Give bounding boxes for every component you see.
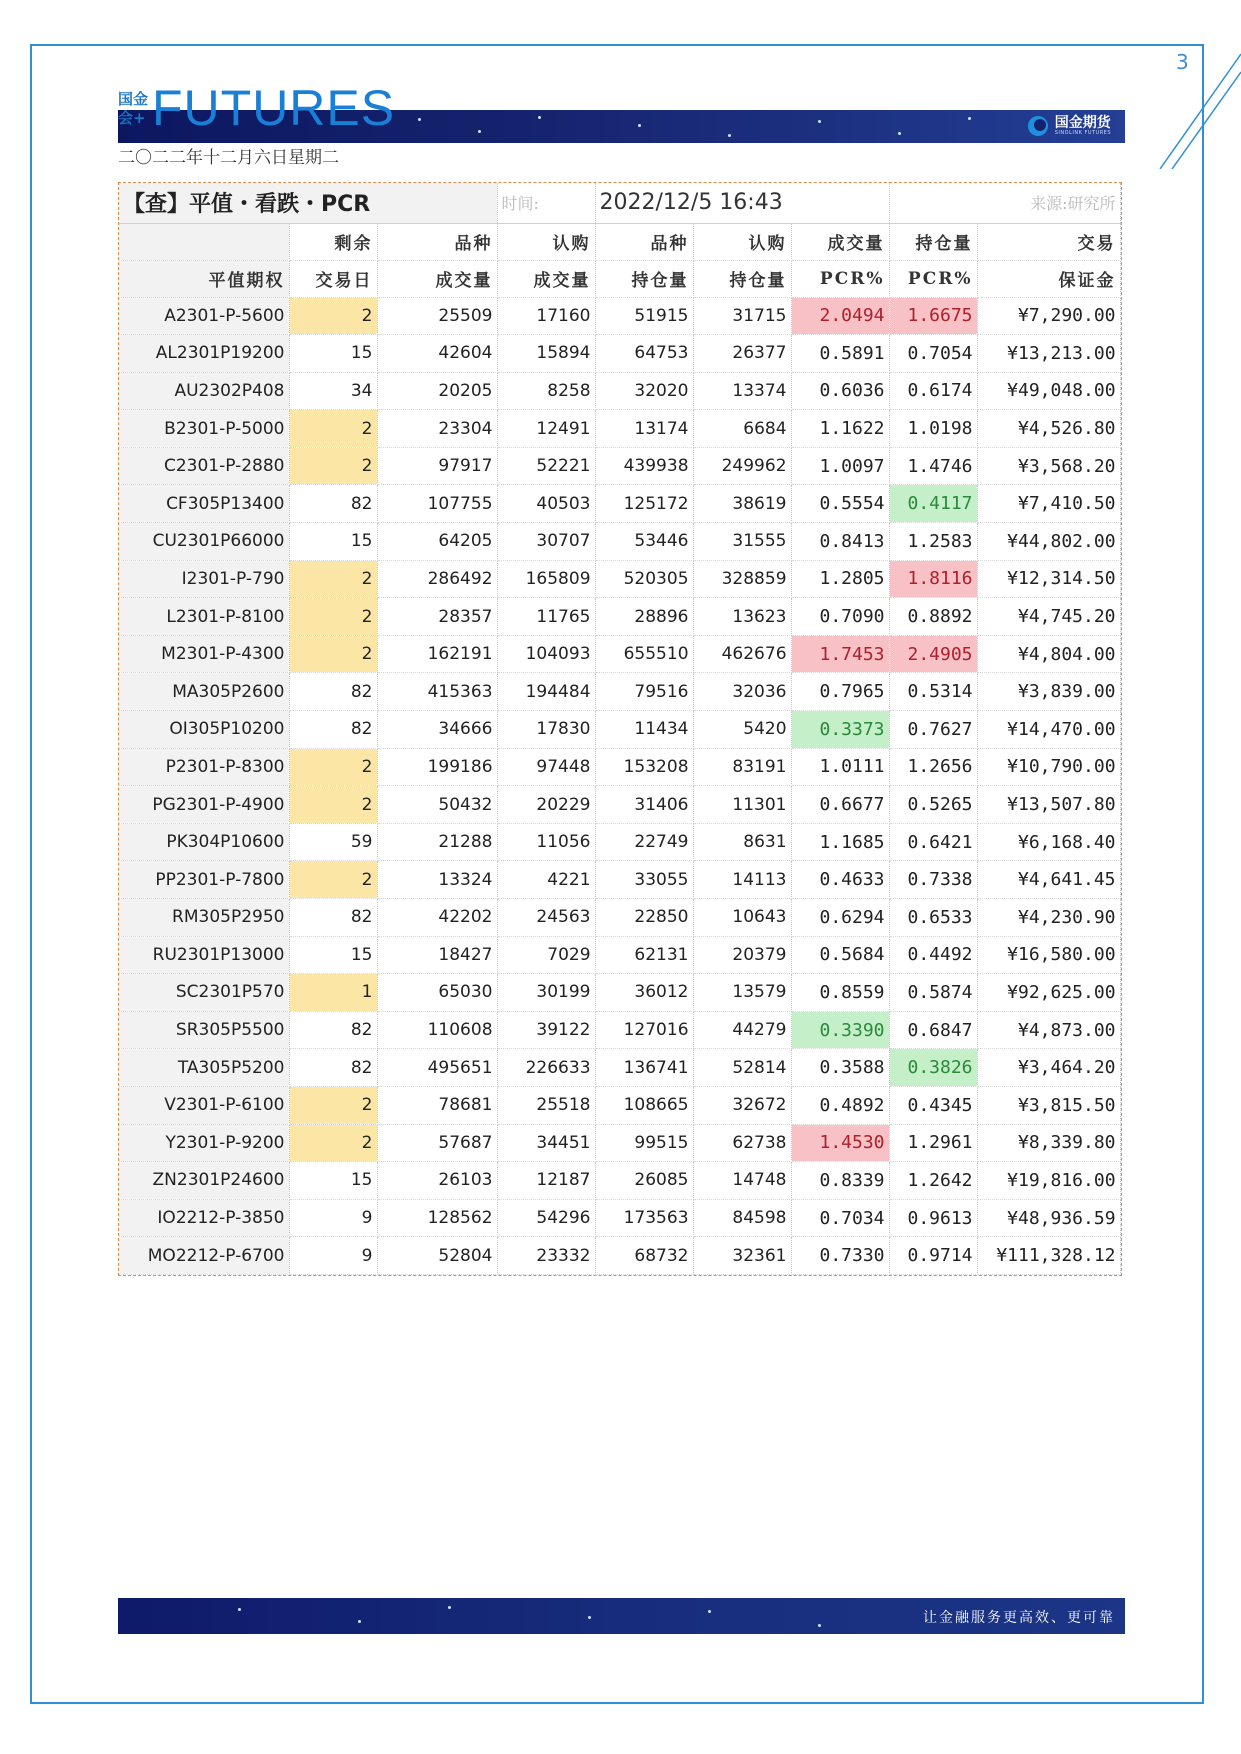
remaining-days-cell: 2 <box>289 447 377 485</box>
open-interest-cell: 108665 <box>595 1086 693 1124</box>
oi-pcr-cell: 1.4746 <box>889 447 977 485</box>
call-open-interest-cell: 32361 <box>693 1237 791 1275</box>
volume-pcr-cell: 1.4530 <box>791 1124 889 1162</box>
open-interest-cell: 36012 <box>595 974 693 1012</box>
remaining-days-cell: 82 <box>289 711 377 749</box>
header-bottom-cell: 保证金 <box>977 260 1120 297</box>
volume-cell: 13324 <box>377 861 497 899</box>
volume-cell: 20205 <box>377 372 497 410</box>
corner-decoration <box>1150 44 1241 169</box>
open-interest-cell: 79516 <box>595 673 693 711</box>
oi-pcr-cell: 1.2961 <box>889 1124 977 1162</box>
volume-pcr-cell: 1.1685 <box>791 823 889 861</box>
oi-pcr-cell: 0.5314 <box>889 673 977 711</box>
volume-cell: 34666 <box>377 711 497 749</box>
option-name-cell: MO2212-P-6700 <box>119 1237 289 1275</box>
call-open-interest-cell: 14113 <box>693 861 791 899</box>
volume-pcr-cell: 0.6036 <box>791 372 889 410</box>
call-volume-cell: 11765 <box>497 598 595 636</box>
call-volume-cell: 30707 <box>497 523 595 561</box>
header-row-bottom <box>119 260 1120 297</box>
call-volume-cell: 20229 <box>497 786 595 824</box>
margin-cell: ¥3,815.50 <box>977 1086 1120 1124</box>
option-name-cell: TA305P5200 <box>119 1049 289 1087</box>
call-volume-cell: 52221 <box>497 447 595 485</box>
call-open-interest-cell: 13374 <box>693 372 791 410</box>
call-open-interest-cell: 31555 <box>693 523 791 561</box>
oi-pcr-cell: 0.4345 <box>889 1086 977 1124</box>
volume-pcr-cell: 0.8413 <box>791 523 889 561</box>
oi-pcr-cell: 0.5265 <box>889 786 977 824</box>
table-row <box>119 861 1120 899</box>
open-interest-cell: 22850 <box>595 899 693 937</box>
open-interest-cell: 68732 <box>595 1237 693 1275</box>
option-name-cell: A2301-P-5600 <box>119 297 289 335</box>
header-top-cell: 成交量 <box>791 223 889 260</box>
table-row <box>119 560 1120 598</box>
margin-cell: ¥4,641.45 <box>977 861 1120 899</box>
option-name-cell: ZN2301P24600 <box>119 1162 289 1200</box>
option-name-cell: MA305P2600 <box>119 673 289 711</box>
call-open-interest-cell: 462676 <box>693 635 791 673</box>
margin-cell: ¥49,048.00 <box>977 372 1120 410</box>
margin-cell: ¥12,314.50 <box>977 560 1120 598</box>
volume-pcr-cell: 1.2805 <box>791 560 889 598</box>
margin-cell: ¥19,816.00 <box>977 1162 1120 1200</box>
margin-cell: ¥3,464.20 <box>977 1049 1120 1087</box>
table-row <box>119 936 1120 974</box>
remaining-days-cell: 2 <box>289 748 377 786</box>
volume-cell: 110608 <box>377 1011 497 1049</box>
margin-cell: ¥4,873.00 <box>977 1011 1120 1049</box>
open-interest-cell: 99515 <box>595 1124 693 1162</box>
margin-cell: ¥7,410.50 <box>977 485 1120 523</box>
call-volume-cell: 24563 <box>497 899 595 937</box>
pcr-table <box>119 183 1121 1275</box>
table-row <box>119 410 1120 448</box>
table-row <box>119 335 1120 373</box>
table-row <box>119 1162 1120 1200</box>
call-volume-cell: 34451 <box>497 1124 595 1162</box>
table-row <box>119 1011 1120 1049</box>
volume-pcr-cell: 0.7090 <box>791 598 889 636</box>
call-volume-cell: 15894 <box>497 335 595 373</box>
header-top-cell: 持仓量 <box>889 223 977 260</box>
call-volume-cell: 4221 <box>497 861 595 899</box>
call-volume-cell: 17830 <box>497 711 595 749</box>
logo-subtitle: SINOLINK FUTURES <box>1054 130 1111 136</box>
header-top-cell: 品种 <box>595 223 693 260</box>
volume-cell: 21288 <box>377 823 497 861</box>
header-bottom-cell: 成交量 <box>497 260 595 297</box>
volume-pcr-cell: 0.5554 <box>791 485 889 523</box>
option-name-cell: CF305P13400 <box>119 485 289 523</box>
oi-pcr-cell: 0.4492 <box>889 936 977 974</box>
oi-pcr-cell: 0.7338 <box>889 861 977 899</box>
open-interest-cell: 31406 <box>595 786 693 824</box>
oi-pcr-cell: 0.8892 <box>889 598 977 636</box>
volume-pcr-cell: 0.7034 <box>791 1199 889 1237</box>
margin-cell: ¥92,625.00 <box>977 974 1120 1012</box>
table-row <box>119 1086 1120 1124</box>
margin-cell: ¥3,568.20 <box>977 447 1120 485</box>
table-row <box>119 598 1120 636</box>
call-volume-cell: 12187 <box>497 1162 595 1200</box>
remaining-days-cell: 82 <box>289 899 377 937</box>
margin-cell: ¥13,507.80 <box>977 786 1120 824</box>
table-row <box>119 485 1120 523</box>
option-name-cell: RU2301P13000 <box>119 936 289 974</box>
oi-pcr-cell: 0.5874 <box>889 974 977 1012</box>
volume-pcr-cell: 1.0097 <box>791 447 889 485</box>
volume-cell: 495651 <box>377 1049 497 1087</box>
open-interest-cell: 28896 <box>595 598 693 636</box>
table-row <box>119 748 1120 786</box>
call-open-interest-cell: 8631 <box>693 823 791 861</box>
call-open-interest-cell: 44279 <box>693 1011 791 1049</box>
remaining-days-cell: 15 <box>289 1162 377 1200</box>
call-open-interest-cell: 328859 <box>693 560 791 598</box>
call-open-interest-cell: 11301 <box>693 786 791 824</box>
header-top-cell: 认购 <box>693 223 791 260</box>
open-interest-cell: 33055 <box>595 861 693 899</box>
option-name-cell: PP2301-P-7800 <box>119 861 289 899</box>
remaining-days-cell: 9 <box>289 1237 377 1275</box>
call-open-interest-cell: 52814 <box>693 1049 791 1087</box>
call-open-interest-cell: 31715 <box>693 297 791 335</box>
option-name-cell: P2301-P-8300 <box>119 748 289 786</box>
oi-pcr-cell: 0.3826 <box>889 1049 977 1087</box>
header-bottom-cell: PCR% <box>791 260 889 297</box>
oi-pcr-cell: 1.2642 <box>889 1162 977 1200</box>
margin-cell: ¥16,580.00 <box>977 936 1120 974</box>
open-interest-cell: 62131 <box>595 936 693 974</box>
volume-cell: 42604 <box>377 335 497 373</box>
volume-pcr-cell: 0.8339 <box>791 1162 889 1200</box>
volume-pcr-cell: 0.3390 <box>791 1011 889 1049</box>
header-top-cell: 品种 <box>377 223 497 260</box>
call-open-interest-cell: 14748 <box>693 1162 791 1200</box>
volume-pcr-cell: 0.4892 <box>791 1086 889 1124</box>
margin-cell: ¥4,230.90 <box>977 899 1120 937</box>
volume-cell: 25509 <box>377 297 497 335</box>
table-row <box>119 1237 1120 1275</box>
call-volume-cell: 97448 <box>497 748 595 786</box>
option-name-cell: Y2301-P-9200 <box>119 1124 289 1162</box>
time-value: 2022/12/5 16:43 <box>595 183 889 223</box>
volume-pcr-cell: 0.3588 <box>791 1049 889 1087</box>
option-name-cell: PK304P10600 <box>119 823 289 861</box>
call-open-interest-cell: 38619 <box>693 485 791 523</box>
brand-en: FUTURES <box>152 80 396 136</box>
table-row <box>119 635 1120 673</box>
option-name-cell: SC2301P570 <box>119 974 289 1012</box>
remaining-days-cell: 82 <box>289 673 377 711</box>
volume-pcr-cell: 0.6294 <box>791 899 889 937</box>
company-logo <box>1027 115 1111 137</box>
remaining-days-cell: 2 <box>289 598 377 636</box>
header-bottom-cell: 平值期权 <box>119 260 289 297</box>
oi-pcr-cell: 0.6174 <box>889 372 977 410</box>
open-interest-cell: 125172 <box>595 485 693 523</box>
remaining-days-cell: 2 <box>289 635 377 673</box>
margin-cell: ¥10,790.00 <box>977 748 1120 786</box>
call-volume-cell: 7029 <box>497 936 595 974</box>
margin-cell: ¥48,936.59 <box>977 1199 1120 1237</box>
time-label: 时间: <box>497 183 595 223</box>
volume-pcr-cell: 0.3373 <box>791 711 889 749</box>
remaining-days-cell: 82 <box>289 1011 377 1049</box>
option-name-cell: I2301-P-790 <box>119 560 289 598</box>
table-title: 【查】平值・看跌・PCR <box>119 183 497 223</box>
volume-pcr-cell: 1.0111 <box>791 748 889 786</box>
table-row <box>119 447 1120 485</box>
volume-pcr-cell: 1.7453 <box>791 635 889 673</box>
open-interest-cell: 439938 <box>595 447 693 485</box>
option-name-cell: SR305P5500 <box>119 1011 289 1049</box>
open-interest-cell: 22749 <box>595 823 693 861</box>
open-interest-cell: 127016 <box>595 1011 693 1049</box>
option-name-cell: M2301-P-4300 <box>119 635 289 673</box>
open-interest-cell: 32020 <box>595 372 693 410</box>
volume-pcr-cell: 0.8559 <box>791 974 889 1012</box>
call-volume-cell: 30199 <box>497 974 595 1012</box>
open-interest-cell: 53446 <box>595 523 693 561</box>
title-row <box>119 183 1120 223</box>
source-label: 来源:研究所 <box>889 183 1120 223</box>
option-name-cell: AL2301P19200 <box>119 335 289 373</box>
footer-slogan: 让金融服务更高效、更可靠 <box>923 1610 1115 1626</box>
call-open-interest-cell: 13623 <box>693 598 791 636</box>
header-bottom-cell: 持仓量 <box>693 260 791 297</box>
call-volume-cell: 17160 <box>497 297 595 335</box>
oi-pcr-cell: 1.6675 <box>889 297 977 335</box>
open-interest-cell: 64753 <box>595 335 693 373</box>
margin-cell: ¥13,213.00 <box>977 335 1120 373</box>
oi-pcr-cell: 1.2656 <box>889 748 977 786</box>
table-row <box>119 711 1120 749</box>
call-open-interest-cell: 6684 <box>693 410 791 448</box>
volume-cell: 52804 <box>377 1237 497 1275</box>
open-interest-cell: 153208 <box>595 748 693 786</box>
option-name-cell: PG2301-P-4900 <box>119 786 289 824</box>
remaining-days-cell: 2 <box>289 1086 377 1124</box>
call-open-interest-cell: 10643 <box>693 899 791 937</box>
remaining-days-cell: 2 <box>289 410 377 448</box>
table-row <box>119 823 1120 861</box>
open-interest-cell: 11434 <box>595 711 693 749</box>
table-row <box>119 673 1120 711</box>
margin-cell: ¥6,168.40 <box>977 823 1120 861</box>
oi-pcr-cell: 0.6847 <box>889 1011 977 1049</box>
oi-pcr-cell: 1.0198 <box>889 410 977 448</box>
oi-pcr-cell: 1.8116 <box>889 560 977 598</box>
pcr-table-container <box>118 182 1122 1276</box>
header-top-cell: 认购 <box>497 223 595 260</box>
volume-cell: 23304 <box>377 410 497 448</box>
call-open-interest-cell: 26377 <box>693 335 791 373</box>
volume-cell: 199186 <box>377 748 497 786</box>
call-open-interest-cell: 84598 <box>693 1199 791 1237</box>
margin-cell: ¥4,526.80 <box>977 410 1120 448</box>
remaining-days-cell: 2 <box>289 1124 377 1162</box>
volume-cell: 286492 <box>377 560 497 598</box>
open-interest-cell: 173563 <box>595 1199 693 1237</box>
option-name-cell: CU2301P66000 <box>119 523 289 561</box>
header-top-cell <box>119 223 289 260</box>
call-volume-cell: 40503 <box>497 485 595 523</box>
open-interest-cell: 655510 <box>595 635 693 673</box>
volume-cell: 57687 <box>377 1124 497 1162</box>
margin-cell: ¥3,839.00 <box>977 673 1120 711</box>
volume-pcr-cell: 0.4633 <box>791 861 889 899</box>
volume-cell: 50432 <box>377 786 497 824</box>
oi-pcr-cell: 1.2583 <box>889 523 977 561</box>
remaining-days-cell: 2 <box>289 786 377 824</box>
margin-cell: ¥8,339.80 <box>977 1124 1120 1162</box>
volume-cell: 42202 <box>377 899 497 937</box>
remaining-days-cell: 1 <box>289 974 377 1012</box>
call-open-interest-cell: 83191 <box>693 748 791 786</box>
remaining-days-cell: 2 <box>289 861 377 899</box>
option-name-cell: C2301-P-2880 <box>119 447 289 485</box>
header-row-top <box>119 223 1120 260</box>
remaining-days-cell: 82 <box>289 485 377 523</box>
call-open-interest-cell: 13579 <box>693 974 791 1012</box>
volume-cell: 162191 <box>377 635 497 673</box>
option-name-cell: IO2212-P-3850 <box>119 1199 289 1237</box>
call-volume-cell: 23332 <box>497 1237 595 1275</box>
call-volume-cell: 11056 <box>497 823 595 861</box>
header-top-cell: 交易 <box>977 223 1120 260</box>
option-name-cell: AU2302P408 <box>119 372 289 410</box>
call-volume-cell: 12491 <box>497 410 595 448</box>
volume-cell: 415363 <box>377 673 497 711</box>
open-interest-cell: 520305 <box>595 560 693 598</box>
remaining-days-cell: 9 <box>289 1199 377 1237</box>
table-row <box>119 1049 1120 1087</box>
remaining-days-cell: 15 <box>289 523 377 561</box>
volume-cell: 128562 <box>377 1199 497 1237</box>
call-volume-cell: 54296 <box>497 1199 595 1237</box>
volume-pcr-cell: 2.0494 <box>791 297 889 335</box>
volume-cell: 107755 <box>377 485 497 523</box>
call-open-interest-cell: 62738 <box>693 1124 791 1162</box>
footer-banner <box>118 1598 1125 1634</box>
margin-cell: ¥7,290.00 <box>977 297 1120 335</box>
call-volume-cell: 165809 <box>497 560 595 598</box>
table-row <box>119 786 1120 824</box>
volume-cell: 78681 <box>377 1086 497 1124</box>
volume-cell: 18427 <box>377 936 497 974</box>
remaining-days-cell: 82 <box>289 1049 377 1087</box>
remaining-days-cell: 2 <box>289 560 377 598</box>
table-row <box>119 372 1120 410</box>
volume-pcr-cell: 1.1622 <box>791 410 889 448</box>
table-row <box>119 974 1120 1012</box>
margin-cell: ¥111,328.12 <box>977 1237 1120 1275</box>
call-volume-cell: 194484 <box>497 673 595 711</box>
volume-pcr-cell: 0.5891 <box>791 335 889 373</box>
call-volume-cell: 25518 <box>497 1086 595 1124</box>
margin-cell: ¥44,802.00 <box>977 523 1120 561</box>
table-row <box>119 1199 1120 1237</box>
table-row <box>119 297 1120 335</box>
oi-pcr-cell: 0.6421 <box>889 823 977 861</box>
open-interest-cell: 136741 <box>595 1049 693 1087</box>
oi-pcr-cell: 0.9714 <box>889 1237 977 1275</box>
call-volume-cell: 39122 <box>497 1011 595 1049</box>
volume-pcr-cell: 0.6677 <box>791 786 889 824</box>
call-volume-cell: 104093 <box>497 635 595 673</box>
logo-name: 国金期货 <box>1054 115 1111 131</box>
header-bottom-cell: 持仓量 <box>595 260 693 297</box>
call-open-interest-cell: 32672 <box>693 1086 791 1124</box>
margin-cell: ¥14,470.00 <box>977 711 1120 749</box>
report-date: 二〇二二年十二月六日星期二 <box>118 148 339 168</box>
remaining-days-cell: 2 <box>289 297 377 335</box>
remaining-days-cell: 34 <box>289 372 377 410</box>
open-interest-cell: 13174 <box>595 410 693 448</box>
oi-pcr-cell: 0.6533 <box>889 899 977 937</box>
option-name-cell: RM305P2950 <box>119 899 289 937</box>
call-open-interest-cell: 5420 <box>693 711 791 749</box>
logo-icon <box>1027 115 1049 137</box>
page-number: 3 <box>1176 50 1189 74</box>
volume-pcr-cell: 0.7965 <box>791 673 889 711</box>
remaining-days-cell: 15 <box>289 335 377 373</box>
option-name-cell: V2301-P-6100 <box>119 1086 289 1124</box>
header-top-cell: 剩余 <box>289 223 377 260</box>
volume-cell: 65030 <box>377 974 497 1012</box>
oi-pcr-cell: 0.7627 <box>889 711 977 749</box>
open-interest-cell: 26085 <box>595 1162 693 1200</box>
call-volume-cell: 8258 <box>497 372 595 410</box>
remaining-days-cell: 15 <box>289 936 377 974</box>
table-row <box>119 899 1120 937</box>
oi-pcr-cell: 0.4117 <box>889 485 977 523</box>
table-row <box>119 523 1120 561</box>
volume-cell: 26103 <box>377 1162 497 1200</box>
header-bottom-cell: PCR% <box>889 260 977 297</box>
volume-cell: 97917 <box>377 447 497 485</box>
margin-cell: ¥4,745.20 <box>977 598 1120 636</box>
option-name-cell: L2301-P-8100 <box>119 598 289 636</box>
header-bottom-cell: 成交量 <box>377 260 497 297</box>
volume-cell: 28357 <box>377 598 497 636</box>
oi-pcr-cell: 2.4905 <box>889 635 977 673</box>
header-bottom-cell: 交易日 <box>289 260 377 297</box>
table-row <box>119 1124 1120 1162</box>
oi-pcr-cell: 0.7054 <box>889 335 977 373</box>
volume-pcr-cell: 0.7330 <box>791 1237 889 1275</box>
call-open-interest-cell: 20379 <box>693 936 791 974</box>
option-name-cell: B2301-P-5000 <box>119 410 289 448</box>
call-open-interest-cell: 249962 <box>693 447 791 485</box>
margin-cell: ¥4,804.00 <box>977 635 1120 673</box>
oi-pcr-cell: 0.9613 <box>889 1199 977 1237</box>
volume-pcr-cell: 0.5684 <box>791 936 889 974</box>
call-volume-cell: 226633 <box>497 1049 595 1087</box>
open-interest-cell: 51915 <box>595 297 693 335</box>
option-name-cell: OI305P10200 <box>119 711 289 749</box>
volume-cell: 64205 <box>377 523 497 561</box>
remaining-days-cell: 59 <box>289 823 377 861</box>
call-open-interest-cell: 32036 <box>693 673 791 711</box>
brand-cn: 国金会+ <box>118 90 149 127</box>
